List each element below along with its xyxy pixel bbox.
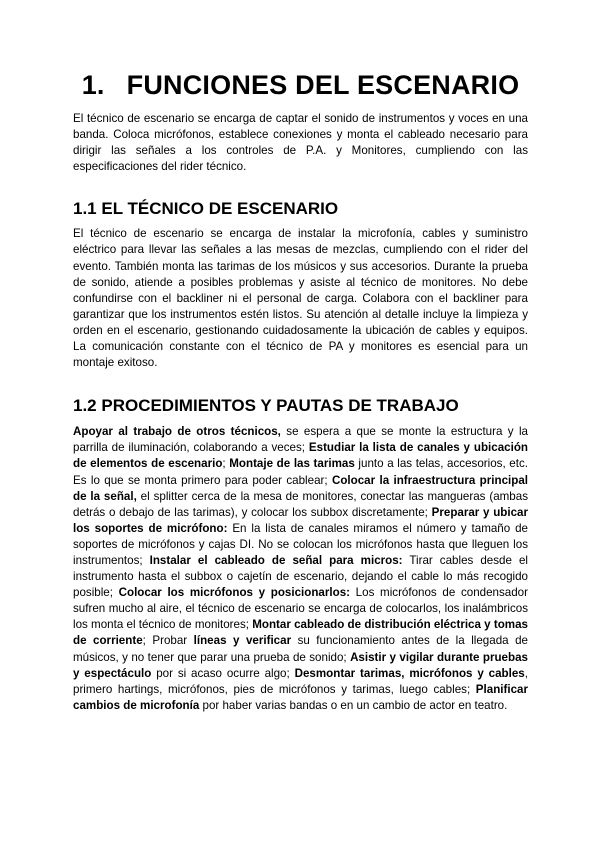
section-2-paragraph <box>73 424 528 714</box>
procedure-text: , primero hartings, micrófonos, pies de micrófonos y tarimas, luego cables; <box>73 666 528 696</box>
procedure-text: ; Probar <box>142 634 194 648</box>
section-1-heading: 1.1 EL TÉCNICO DE ESCENARIO <box>73 199 339 219</box>
procedure-step: Planificar cambios de microfonía <box>73 682 528 712</box>
procedure-step: Instalar el cableado de señal para micros: <box>149 553 403 567</box>
procedure-step: Asistir y vigilar durante pruebas y espectáculo <box>73 650 528 680</box>
procedure-step: Colocar los micrófonos y posicionarlos: <box>118 586 351 600</box>
procedure-step: Desmontar tarimas, micrófonos y cables <box>294 666 525 680</box>
section-2-heading: 1.2 PROCEDIMIENTOS Y PAUTAS DE TRABAJO <box>73 396 459 416</box>
procedure-text: por haber varias bandas o en un cambio de actor en teatro. <box>199 698 508 712</box>
procedure-step: Apoyar al trabajo de otros técnicos, <box>73 425 281 439</box>
procedure-step: Colocar la infraestructura principal de la señal, <box>73 473 528 503</box>
procedure-text: ; <box>222 457 230 471</box>
document-page <box>73 0 528 714</box>
procedure-text: En la lista de canales miramos el número y tamaño de soportes de micrófonos y cajas DI. No se colocan los micrófonos hasta que lleguen los instrumentos; <box>73 521 528 567</box>
procedure-text: su funcionamiento antes de la llegada de músicos, y no tener que parar una prueba de sonido; <box>73 634 528 664</box>
procedure-text: Los micrófonos de condensador sufren mucho al aire, el técnico de escenario se encarga de colocarlos, los inalámbricos los monta el técnico de monitores; <box>73 586 528 632</box>
procedure-step: Montar cableado de distribución eléctrica y tomas de corriente <box>73 618 528 648</box>
page-title <box>73 68 528 102</box>
section-1-paragraph: El técnico de escenario se encarga de instalar la microfonía, cables y suministro eléctrico para llevar las señales a las mesas de mezclas, cumpliendo con el rider del evento. También monta las tarimas de los músicos y sus accesorios. Durante la prueba de sonido, atiende a posibles problemas y asiste al técnico de monitores. No debe confundirse con el backliner ni el personal de carga. Colabora con el backliner para garantizar que los instrumentos estén listos. Su atención al detalle incluye la limpieza y orden en el escenario, gestionando cuidadosamente la ubicación de cables y equipos. La comunicación constante con el técnico de PA y monitores es esencial para un montaje exitoso. <box>73 227 528 370</box>
procedure-step: Montaje de las tarimas <box>229 457 355 471</box>
procedure-text: junto a las telas, accesorios, etc. Es lo que se monta primero para poder cablear; <box>73 457 528 487</box>
procedure-step: Preparar y ubicar los soportes de micrófono: <box>73 505 528 535</box>
procedure-step: Estudiar la lista de canales y ubicación de elementos de escenario <box>73 441 528 471</box>
title-text: FUNCIONES DEL ESCENARIO <box>126 70 520 100</box>
procedure-step: líneas y verificar <box>193 634 292 648</box>
procedure-text: Tirar cables desde el instrumento hasta el subbox o cajetín de escenario, dejando el cable lo más recogido posible; <box>73 553 528 600</box>
procedure-text: se espera a que se monte la estructura y la parrilla de iluminación, colaborando a veces; <box>73 425 528 455</box>
procedure-text: el splitter cerca de la mesa de monitores, conectar las mangueras (ambas detrás o debajo de las tarimas), y colocar los subbox discretamente; <box>73 489 528 519</box>
procedure-text: por si acaso ocurre algo; <box>151 666 295 680</box>
intro-paragraph: El técnico de escenario se encarga de captar el sonido de instrumentos y voces en una banda. Coloca micrófonos, establece conexiones y monta el cableado necesario para dirigir las señales a los controles de P.A. y Monitores, cumpliendo con las especificaciones del rider técnico. <box>73 112 528 174</box>
title-number: 1. <box>81 70 105 100</box>
